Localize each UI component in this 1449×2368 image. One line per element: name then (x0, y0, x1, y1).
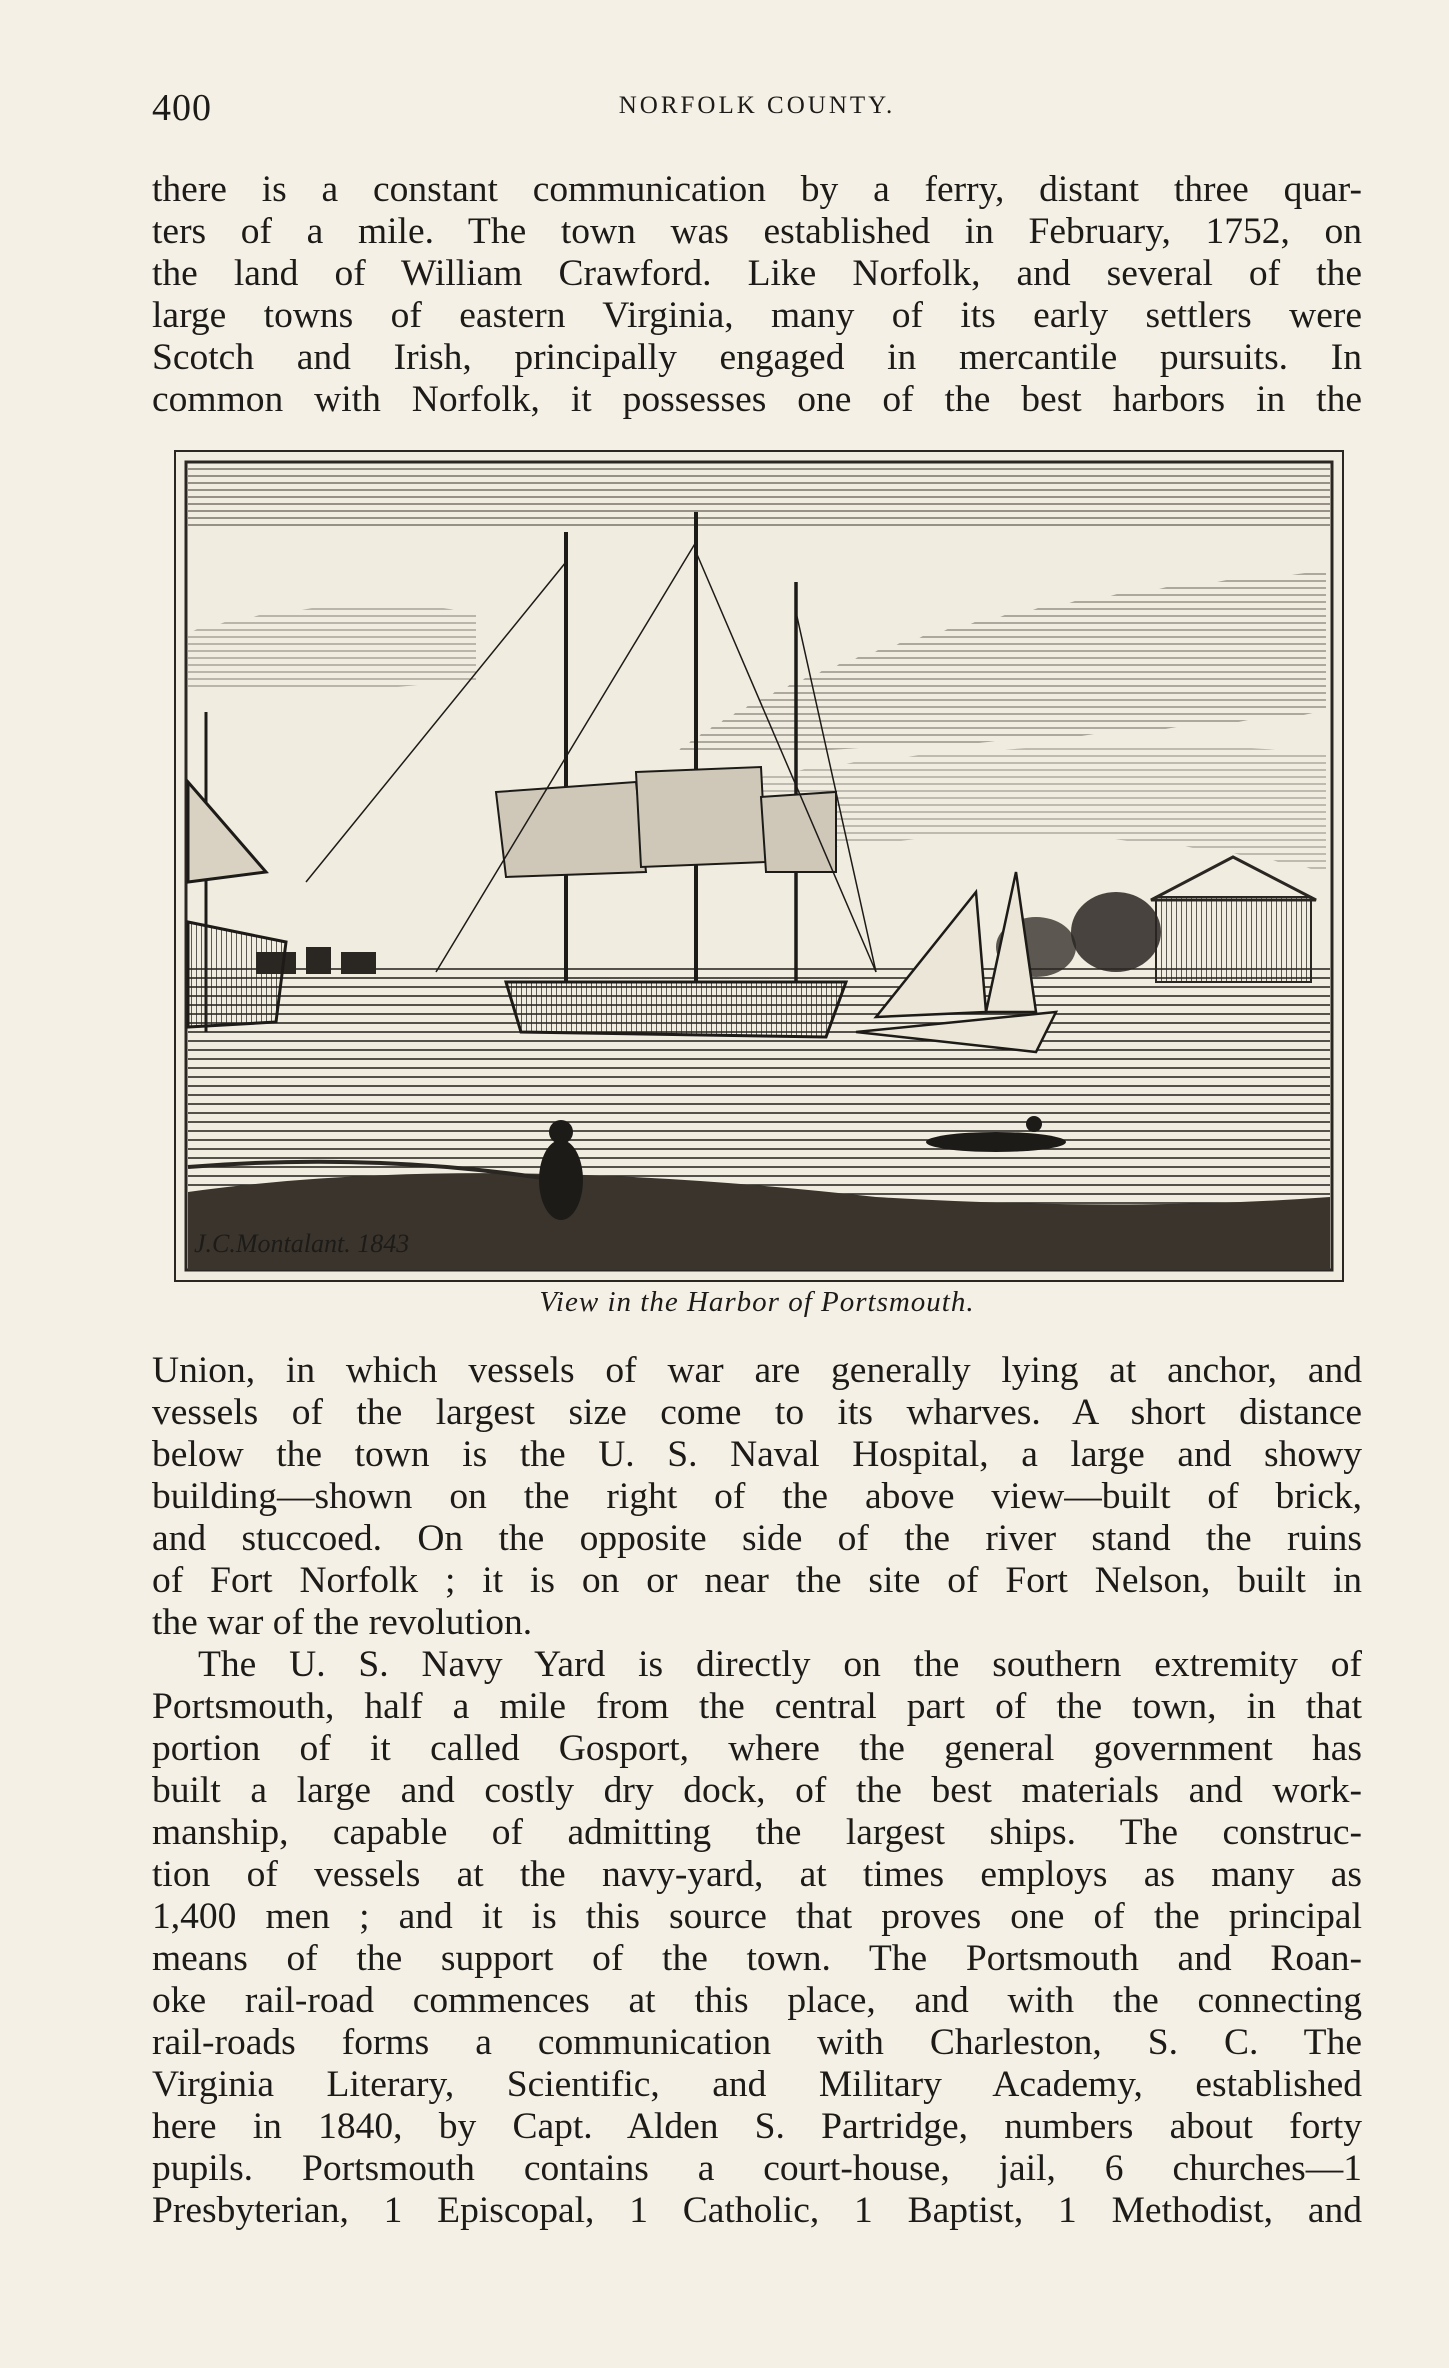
text-line: manship, capable of admitting the largest ships. The construc- (152, 1812, 1362, 1853)
text-line: of Fort Norfolk ; it is on or near the site of Fort Nelson, built in (152, 1560, 1362, 1601)
text-line: tion of vessels at the navy-yard, at times employs as many as (152, 1854, 1362, 1895)
text-line: the land of William Crawford. Like Norfolk, and several of the (152, 253, 1362, 294)
text-line: vessels of the largest size come to its wharves. A short distance (152, 1392, 1362, 1433)
engraver-signature: J.C.Montalant. 1843 (194, 1229, 410, 1258)
text-line: the war of the revolution. (152, 1602, 533, 1643)
text-line: and stuccoed. On the opposite side of the river stand the ruins (152, 1518, 1362, 1559)
text-line: means of the support of the town. The Portsmouth and Roan- (152, 1938, 1362, 1979)
text-line: Scotch and Irish, principally engaged in mercantile pursuits. In (152, 337, 1362, 378)
paragraph-1 (152, 169, 1362, 421)
text-line: below the town is the U. S. Naval Hospital, a large and showy (152, 1434, 1362, 1475)
running-head: NORFOLK COUNTY. (618, 92, 896, 119)
text-line: common with Norfolk, it possesses one of the best harbors in the (152, 379, 1362, 420)
text-line: rail-roads forms a communication with Charleston, S. C. The (152, 2022, 1362, 2063)
text-line: large towns of eastern Virginia, many of its early settlers were (152, 295, 1362, 336)
text-line: built a large and costly dry dock, of the best materials and work- (152, 1770, 1362, 1811)
paragraph-2 (152, 1350, 1362, 2232)
text-line: there is a constant communication by a ferry, distant three quar- (152, 169, 1362, 210)
text-line: pupils. Portsmouth contains a court-house, jail, 6 churches—1 (152, 2148, 1362, 2189)
text-line: ters of a mile. The town was established in February, 1752, on (152, 211, 1362, 252)
text-line: portion of it called Gosport, where the general government has (152, 1728, 1362, 1769)
text-line: 1,400 men ; and it is this source that proves one of the principal (152, 1896, 1362, 1937)
text-line: Union, in which vessels of war are generally lying at anchor, and (152, 1350, 1362, 1391)
text-line: Virginia Literary, Scientific, and Military Academy, established (152, 2064, 1362, 2105)
figure-caption: View in the Harbor of Portsmouth. (539, 1286, 975, 1318)
text-line: Presbyterian, 1 Episcopal, 1 Catholic, 1 Baptist, 1 Methodist, and (152, 2190, 1362, 2231)
text-line: here in 1840, by Capt. Alden S. Partridge, numbers about forty (152, 2106, 1362, 2147)
text-line: building—shown on the right of the above view—built of brick, (152, 1476, 1362, 1517)
harbor-engraving (174, 450, 1344, 1282)
page-header (152, 86, 1362, 136)
text-line: The U. S. Navy Yard is directly on the southern extremity of (198, 1644, 1362, 1685)
text-line: oke rail-road commences at this place, and with the connecting (152, 1980, 1362, 2021)
text-line: Portsmouth, half a mile from the central part of the town, in that (152, 1686, 1362, 1727)
page-number: 400 (152, 87, 212, 129)
